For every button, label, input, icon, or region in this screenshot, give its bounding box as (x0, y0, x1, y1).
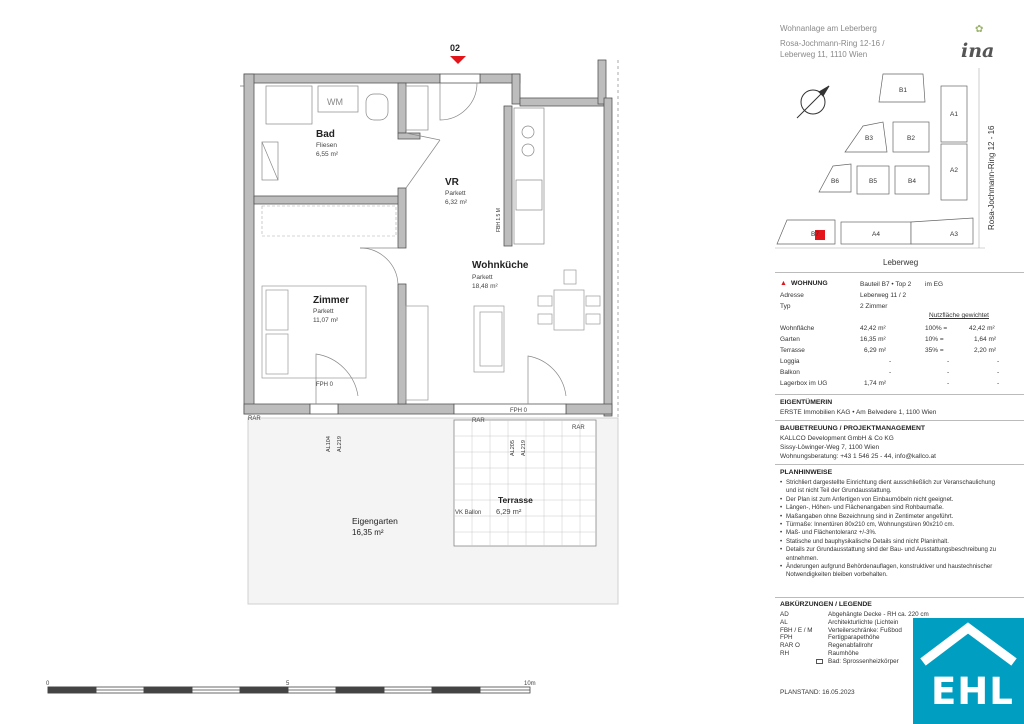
wohnung-title: WOHNUNG (791, 280, 828, 287)
room-area-eigengarten: 16,35 m² (352, 528, 384, 537)
abbr-row (780, 627, 915, 635)
area-row-area: 42,42 m² (860, 325, 886, 332)
abbr-text: Regenabfallrohr (828, 642, 873, 650)
kitchen-counter (514, 108, 544, 244)
hinweis-item: • Längen-, Höhen- und Flächenangaben sind Rohbaumaße. (780, 504, 1002, 512)
wohnung-geschoss: im EG (925, 281, 944, 288)
scale-zero: 0 (46, 681, 50, 687)
wohnung-bauteil: Bauteil B7 • Top 2 (860, 281, 912, 288)
room-floor-zimmer: Parkett (313, 308, 334, 315)
hinweis-item: • Türmaße: Innentüren 80x210 cm, Wohnungstüren 90x210 cm. (780, 521, 1002, 529)
abbr-text: Bad: Sprossenheizkörper (828, 657, 899, 665)
room-name-terrasse: Terrasse (498, 495, 533, 505)
abbr-row (780, 642, 915, 650)
hinweise-list (780, 479, 1002, 580)
area-row-label: Garten (780, 336, 800, 343)
betreuung-line-1: KALLCO Development GmbH & Co KG (780, 435, 894, 442)
area-row-pct: 10% = (925, 336, 944, 343)
entrance-arrow-icon (450, 56, 466, 64)
hinweis-item: • Maßangaben ohne Bezeichnung sind in Zentimeter angeführt. (780, 513, 1002, 521)
area-row-label: Lagerbox im UG (780, 380, 828, 387)
nutzflaeche-header: Nutzfläche gewichtet (929, 312, 989, 319)
vk-ballon-label: VK Ballon (455, 510, 482, 516)
hinweis-item: • Details zur Grundausstattung sind der Bau- und Ausstattungsbeschreibung zu entnehmen. (780, 546, 1002, 563)
planstand: PLANSTAND: 16.05.2023 (780, 689, 855, 696)
ehl-logo (913, 618, 1024, 724)
area-row-weighted: - (997, 380, 1000, 387)
eigentuemerin-text: ERSTE Immobilien KAG • Am Belvedere 1, 1100 Wien (780, 409, 937, 416)
room-floor-wohnkueche: Parkett (472, 274, 493, 281)
typ-label: Typ (780, 303, 791, 310)
street-label-leberweg: Leberweg (883, 258, 919, 267)
rar-right-label: RAR (572, 425, 585, 431)
betreuung-title: BAUBETREUUNG / PROJEKTMANAGEMENT (780, 425, 926, 432)
ehl-brand-text: EHL (931, 670, 1014, 713)
area-row-weighted: 42,42 m² (969, 325, 995, 332)
hinweis-item: • Statische und bauphysikalische Details sind nicht Planinhalt. (780, 538, 1002, 546)
area-row-weighted: 1,64 m² (974, 336, 997, 343)
block-a3 (911, 218, 973, 244)
area-row-pct: - (947, 369, 950, 376)
eigentuemerin-title: EIGENTÜMERIN (780, 399, 833, 406)
block-a1-label: A1 (950, 111, 958, 118)
al219-right-label: AL219 (521, 440, 527, 456)
address-line-2: Leberweg 11, 1110 Wien (780, 50, 868, 59)
typ-value: 2 Zimmer (860, 303, 888, 310)
abbr-row (780, 619, 915, 627)
room-floor-vr: Parkett (445, 190, 466, 197)
room-name-zimmer: Zimmer (313, 295, 350, 306)
abbr-code: RH (780, 649, 790, 657)
flower-icon: ✿ (975, 24, 984, 35)
abbr-text: Fertigparapethöhe (828, 634, 880, 642)
area-row-area: 16,35 m² (860, 336, 886, 343)
area-row-pct: - (947, 358, 950, 365)
area-row-pct: 35% = (925, 347, 944, 354)
abkuerzungen-title: ABKÜRZUNGEN / LEGENDE (780, 601, 872, 608)
block-b3-label: B3 (865, 135, 873, 142)
room-area-wohnkueche: 18,48 m² (472, 283, 498, 290)
fbh-label: FBH 1.5 M (496, 208, 502, 232)
abbr-text: Architekturlichte (Lichtein (828, 618, 899, 626)
dining-table (538, 270, 600, 330)
al205-label: AL205 (510, 440, 516, 456)
room-name-eigengarten: Eigengarten (352, 516, 398, 526)
al104-label: AL104 (326, 436, 332, 452)
block-a4-label: A4 (872, 231, 880, 238)
compass-icon (797, 86, 829, 118)
ina-logo: ina (961, 40, 995, 62)
room-name-bad: Bad (316, 129, 335, 140)
abbr-text: Raumhöhe (828, 649, 859, 657)
abbr-text: Verteilerschränke: Fußbod (828, 626, 902, 634)
wm-label: WM (327, 97, 343, 107)
area-row-area: - (889, 369, 892, 376)
terrasse-area (454, 420, 596, 546)
area-row-weighted: - (997, 358, 1000, 365)
area-row-weighted: 2,20 m² (974, 347, 997, 354)
area-row-pct: 100% = (925, 325, 948, 332)
address-line-1: Rosa-Jochmann-Ring 12-16 / (780, 39, 885, 48)
abbr-row (780, 650, 915, 658)
abbr-code: AD (780, 611, 789, 618)
area-row-weighted: - (997, 369, 1000, 376)
abbr-row (780, 611, 929, 619)
hinweis-item: • Der Plan ist zum Anfertigen von Einbaumöbeln nicht geeignet. (780, 496, 1002, 504)
area-row-area: 6,29 m² (864, 347, 887, 354)
area-row-label: Balkon (780, 369, 800, 376)
fph-right-label: FPH 0 (510, 408, 528, 414)
block-b7 (777, 220, 835, 244)
hinweis-item: • Maß- und Flächentoleranz +/-3%. (780, 529, 1002, 537)
block-a2-label: A2 (950, 167, 958, 174)
scale-ten: 10m (524, 681, 536, 687)
block-a3-label: A3 (950, 231, 958, 238)
room-name-wohnkueche: Wohnküche (472, 260, 529, 271)
room-area-bad: 6,55 m² (316, 151, 339, 158)
abbr-code: FBH / E / M (780, 626, 813, 634)
room-area-terrasse: 6,29 m² (496, 507, 522, 516)
hinweis-item: • Strichliert dargestellte Einrichtung dient ausschließlich zur Veranschaulichung und ist nicht Teil der Grundausstattung. (780, 479, 1002, 496)
door-swings (316, 83, 566, 404)
abbr-row (780, 658, 915, 666)
abbr-code: AL (780, 618, 788, 626)
betreuung-line-3: Wohnungsberatung: +43 1 546 25 - 44, info@kallco.at (780, 453, 936, 460)
warning-triangle-icon: ▲ (780, 280, 787, 287)
adresse-value: Leberweg 11 / 2 (860, 292, 907, 299)
rar-mid-label: RAR (472, 418, 485, 424)
room-area-zimmer: 11,07 m² (313, 317, 339, 324)
abbr-text: Abgehängte Decke - RH ca. 220 cm (828, 611, 929, 618)
area-row-area: - (889, 358, 892, 365)
block-b6-label: B6 (831, 178, 839, 185)
info-sidebar (775, 0, 1024, 724)
scale-five: 5 (286, 681, 290, 687)
street-label-ring: Rosa-Jochmann-Ring 12 - 16 (987, 125, 996, 230)
block-b5-label: B5 (869, 178, 877, 185)
abkuerzungen-list (780, 611, 929, 666)
block-b2-label: B2 (907, 135, 915, 142)
room-area-vr: 6,32 m² (445, 199, 468, 206)
block-b1-label: B1 (899, 87, 907, 94)
hinweis-item: • Änderungen aufgrund Behördenauflagen, konstruktiver und haustechnischer Notwendigkeiten bleiben vorbehalten. (780, 563, 1002, 580)
scale-bar (48, 687, 530, 693)
abbr-code: FPH (780, 634, 793, 642)
block-b4-label: B4 (908, 178, 916, 185)
block-b7-label: B7 (811, 231, 819, 238)
al219-left-label: AL219 (337, 436, 343, 452)
fph-left-label: FPH 0 (316, 382, 334, 388)
sofa (406, 306, 504, 400)
area-row-label: Loggia (780, 358, 800, 365)
adresse-label: Adresse (780, 292, 804, 299)
abbr-row (780, 634, 915, 642)
area-row-pct: - (947, 380, 950, 387)
radiator-icon (816, 659, 823, 664)
betreuung-line-2: Sissy-Löwinger-Weg 7, 1100 Wien (780, 444, 880, 451)
entrance-marker: 02 (450, 43, 461, 53)
hinweise-title: PLANHINWEISE (780, 469, 833, 476)
rar-left-label: RAR (248, 416, 261, 422)
area-row-area: 1,74 m² (864, 380, 887, 387)
room-name-vr: VR (445, 177, 459, 188)
room-floor-bad: Fliesen (316, 142, 337, 149)
area-row-label: Terrasse (780, 347, 805, 354)
project-title: Wohnanlage am Leberberg (780, 24, 877, 33)
abbr-code: RAR O (780, 642, 800, 650)
area-row-label: Wohnfläche (780, 325, 815, 332)
